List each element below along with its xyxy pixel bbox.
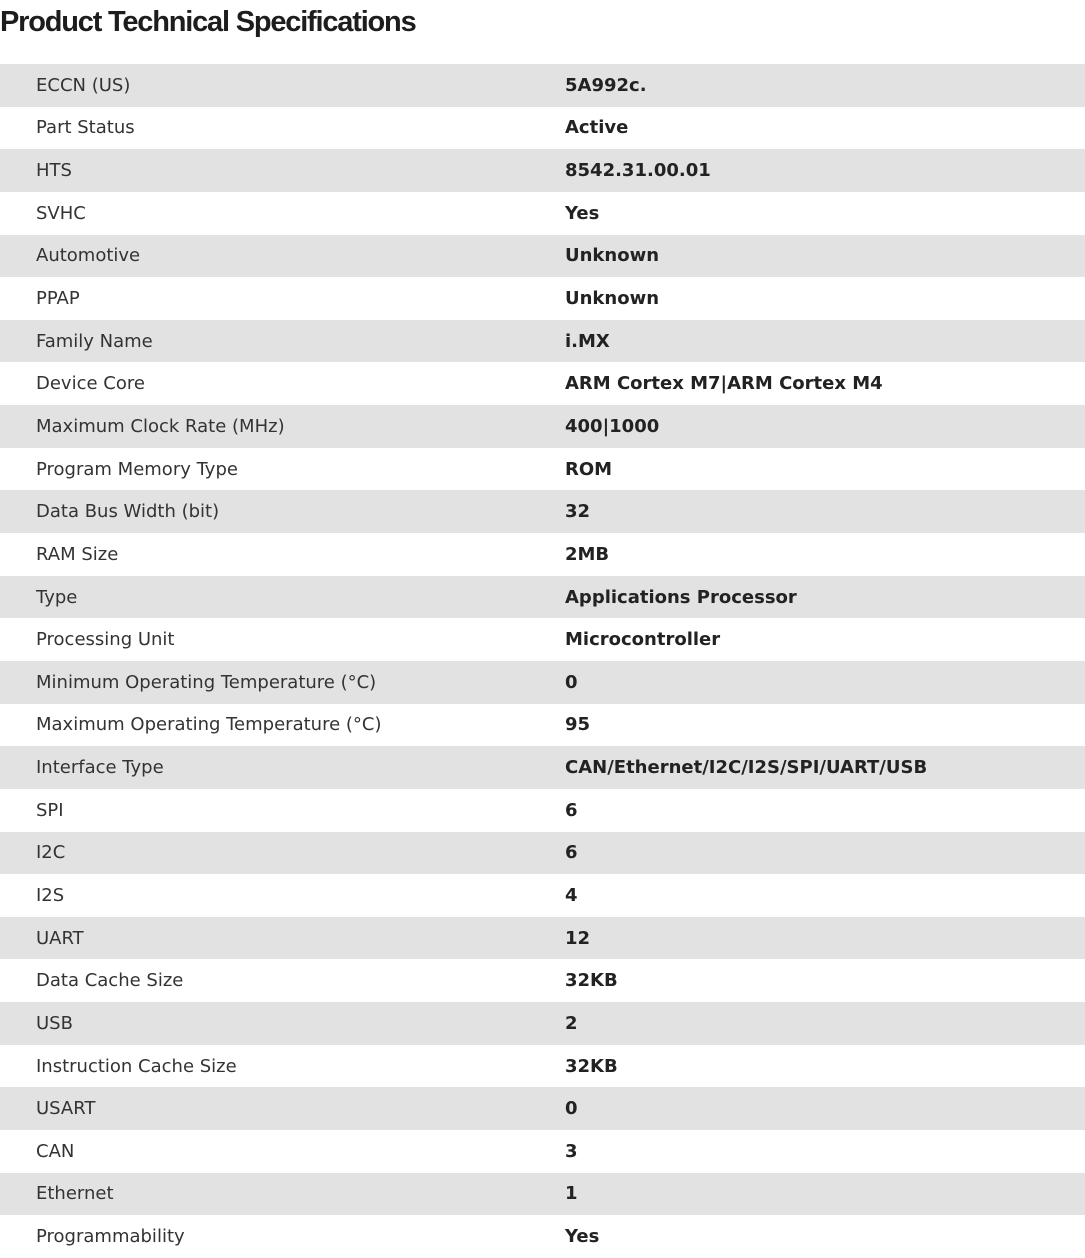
- spec-label: ECCN (US): [36, 74, 131, 96]
- spec-label: Programmability: [36, 1226, 185, 1248]
- spec-row: [0, 959, 1085, 1002]
- page-title: Product Technical Specifications: [0, 6, 416, 38]
- spec-row: [0, 405, 1085, 448]
- spec-value: 1: [565, 1183, 578, 1205]
- spec-value: ARM Cortex M7|ARM Cortex M4: [565, 373, 883, 395]
- spec-label: RAM Size: [36, 543, 119, 565]
- spec-label: Instruction Cache Size: [36, 1055, 237, 1077]
- spec-value: 32KB: [565, 1055, 618, 1077]
- spec-row: [0, 448, 1085, 491]
- spec-value: 400|1000: [565, 415, 660, 437]
- spec-value: 2: [565, 1012, 578, 1034]
- spec-value: 5A992c.: [565, 74, 647, 96]
- spec-row: [0, 917, 1085, 960]
- spec-value: 12: [565, 927, 591, 949]
- spec-value: 95: [565, 714, 591, 736]
- spec-table-body: [0, 64, 1085, 1258]
- spec-row: [0, 64, 1085, 107]
- spec-label: Program Memory Type: [36, 458, 238, 480]
- spec-label: Interface Type: [36, 757, 164, 779]
- spec-row: [0, 1130, 1085, 1173]
- spec-value: 4: [565, 884, 578, 906]
- spec-row: [0, 235, 1085, 278]
- spec-value: 32: [565, 501, 591, 523]
- spec-row: [0, 1087, 1085, 1130]
- spec-row: [0, 746, 1085, 789]
- spec-value: 0: [565, 1098, 578, 1120]
- spec-row: [0, 1002, 1085, 1045]
- spec-row: [0, 789, 1085, 832]
- spec-label: Maximum Operating Temperature (°C): [36, 714, 382, 736]
- spec-value: 32KB: [565, 970, 618, 992]
- spec-label: Minimum Operating Temperature (°C): [36, 671, 377, 693]
- spec-row: [0, 490, 1085, 533]
- spec-label: Device Core: [36, 373, 145, 395]
- spec-row: [0, 1173, 1085, 1216]
- spec-row: [0, 1215, 1085, 1258]
- spec-value: Applications Processor: [565, 586, 797, 608]
- spec-row: [0, 107, 1085, 150]
- spec-row: [0, 1045, 1085, 1088]
- spec-value: Unknown: [565, 245, 660, 267]
- spec-value: 2MB: [565, 543, 610, 565]
- spec-label: USB: [36, 1012, 73, 1034]
- spec-label: Type: [36, 586, 78, 608]
- spec-row: [0, 149, 1085, 192]
- spec-row: [0, 277, 1085, 320]
- spec-label: Part Status: [36, 117, 135, 139]
- spec-label: Data Cache Size: [36, 970, 184, 992]
- spec-value: i.MX: [565, 330, 610, 352]
- spec-row: [0, 704, 1085, 747]
- spec-value: Microcontroller: [565, 629, 721, 651]
- spec-row: [0, 533, 1085, 576]
- spec-row: [0, 661, 1085, 704]
- spec-row: [0, 192, 1085, 235]
- spec-value: 0: [565, 671, 578, 693]
- spec-label: I2C: [36, 842, 66, 864]
- spec-label: HTS: [36, 160, 72, 182]
- spec-label: Automotive: [36, 245, 141, 267]
- spec-label: Ethernet: [36, 1183, 114, 1205]
- spec-label: I2S: [36, 884, 65, 906]
- spec-value: 3: [565, 1140, 578, 1162]
- spec-row: [0, 576, 1085, 619]
- spec-row: [0, 874, 1085, 917]
- spec-label: PPAP: [36, 288, 80, 310]
- spec-value: Unknown: [565, 288, 660, 310]
- spec-label: SVHC: [36, 202, 86, 224]
- spec-value: Yes: [565, 1226, 600, 1248]
- spec-row: [0, 832, 1085, 875]
- spec-label: Maximum Clock Rate (MHz): [36, 415, 285, 437]
- spec-label: UART: [36, 927, 84, 949]
- spec-value: 8542.31.00.01: [565, 160, 711, 182]
- spec-label: USART: [36, 1098, 96, 1120]
- spec-value: CAN/Ethernet/I2C/I2S/SPI/UART/USB: [565, 757, 928, 779]
- spec-label: Processing Unit: [36, 629, 175, 651]
- spec-row: [0, 320, 1085, 363]
- spec-label: Family Name: [36, 330, 153, 352]
- spec-value: Yes: [565, 202, 600, 224]
- spec-row: [0, 362, 1085, 405]
- spec-row: [0, 618, 1085, 661]
- spec-value: 6: [565, 842, 578, 864]
- spec-label: CAN: [36, 1140, 75, 1162]
- spec-label: SPI: [36, 799, 64, 821]
- spec-table: [0, 64, 1085, 1258]
- spec-value: ROM: [565, 458, 613, 480]
- spec-value: 6: [565, 799, 578, 821]
- spec-value: Active: [565, 117, 629, 139]
- spec-label: Data Bus Width (bit): [36, 501, 220, 523]
